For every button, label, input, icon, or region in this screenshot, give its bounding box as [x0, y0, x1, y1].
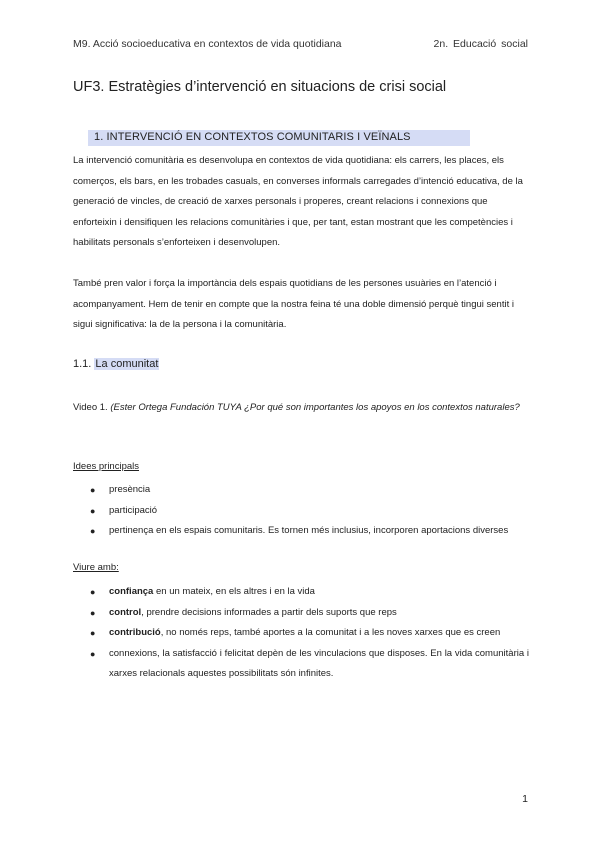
subsection-heading: [73, 358, 159, 370]
list-item: [73, 501, 529, 522]
list-item: [73, 623, 529, 644]
bullet-icon: ●: [90, 526, 96, 536]
list-item-text: pertinença en els espais comunitaris. Es tornen més inclusius, incorporen aportacions diverses: [109, 525, 509, 536]
section-title: 1. INTERVENCIÓ EN CONTEXTOS COMUNITARIS I VEÏNALS: [94, 131, 411, 143]
subsection-number: 1.1.: [73, 358, 92, 370]
list-item-text: connexions, la satisfacció i felicitat depèn de les vinculacions que disposes. En la vida comunitària i xarxes relacionals aquestes possibilitats són infinites.: [109, 647, 529, 679]
list-item-text: participació: [109, 504, 158, 516]
list-item-text: , no només reps, també aportes a la comunitat i a les noves xarxes que es creen: [160, 627, 501, 638]
video-reference: [73, 398, 528, 418]
bullet-icon: ●: [90, 505, 96, 516]
subsection-title: La comunitat: [95, 358, 159, 370]
video-text: (Ester Ortega Fundación TUYA ¿Por qué son importantes los apoyos en los contextos naturales?: [110, 402, 520, 413]
list-item: [73, 582, 529, 603]
list-item: [73, 480, 529, 501]
page-title: UF3. Estratègies d’intervenció en situacions de crisi social: [73, 79, 447, 95]
list-item: [73, 644, 529, 685]
list-item-text: , prendre decisions informades a partir dels suports que reps: [141, 606, 397, 618]
video-label: Video 1.: [73, 402, 108, 413]
bullet-icon: ●: [90, 628, 96, 638]
bullet-icon: ●: [90, 587, 96, 597]
list-item-keyword: contribució: [109, 627, 161, 638]
viure-label: Viure amb:: [73, 562, 119, 573]
section-paragraph-1: La intervenció comunitària es desenvolupa en contextos de vida quotidiana: els carrers, les places, els comerços, els bars, en les trobades casuals, en converses informals carregades d’intenció educativa, de la generació de vincles, de creació de xarxes personals i properes, creant relacions i connexions que enforteixin i densifiquen les relacions comunitàries i que, per tant, estan mostrant que les competències i habilitats personals s’enforteixen i desenvolupen.: [73, 155, 523, 248]
header-module-title: M9. Acció socioeducativa en contextos de vida quotidiana: [73, 38, 342, 50]
list-item-text: en un mateix, en els altres i en la vida: [153, 586, 315, 597]
bullet-icon: ●: [90, 607, 96, 618]
list-item: [73, 521, 529, 542]
bullet-icon: ●: [90, 485, 96, 495]
viure-list: [73, 582, 529, 685]
ideas-list: [73, 480, 529, 542]
list-item-keyword: control: [109, 606, 142, 618]
bullet-icon: ●: [90, 648, 96, 659]
ideas-label: Idees principals: [73, 461, 140, 472]
list-item-text: presència: [109, 484, 151, 495]
list-item: [73, 603, 529, 624]
section-paragraph-2: També pren valor i força la importància dels espais quotidians de les persones usuàries en l’atenció i acompanyament. Hem de tenir en compte que la nostra feina té una doble dimensió perquè tingui sentit i sigui significativa: la de la persona i la comunitària.: [73, 278, 514, 330]
list-item-keyword: confiança: [109, 586, 154, 597]
header-course: 2n. Educació social: [433, 38, 528, 50]
page-number: 1: [522, 793, 528, 805]
